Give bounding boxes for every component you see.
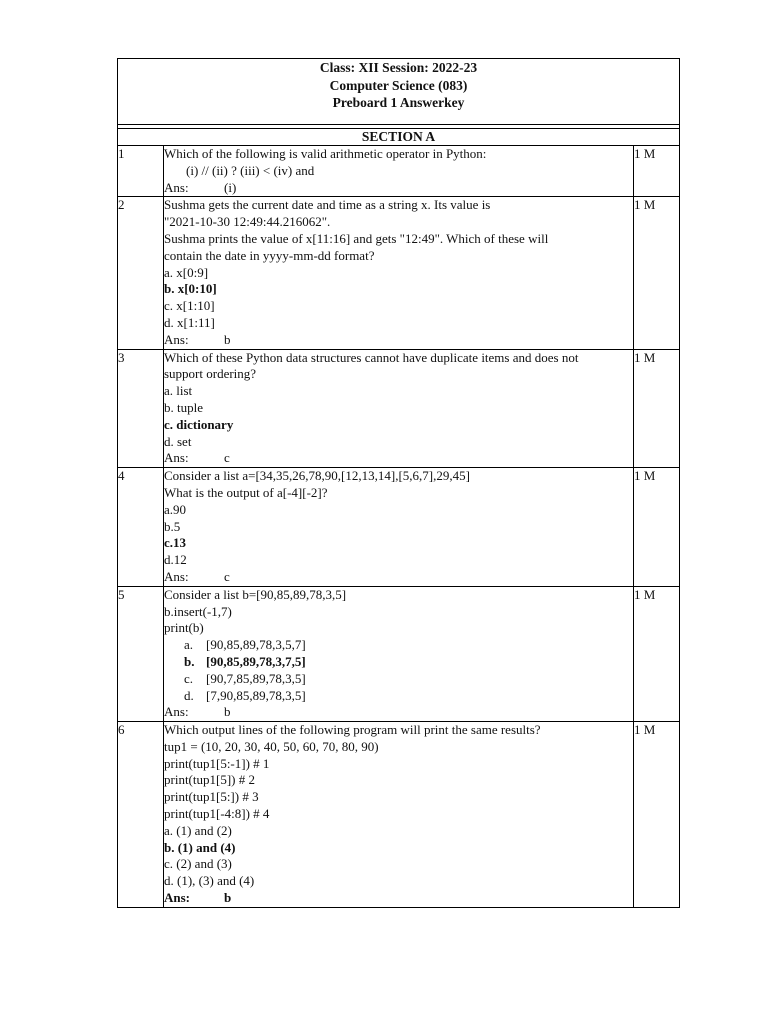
question-row — [118, 197, 680, 349]
answer-line — [164, 332, 633, 349]
question-line: b.insert(-1,7) — [164, 603, 232, 619]
question-line: (i) // (ii) ? (iii) < (iv) and — [186, 162, 315, 178]
question-line: a. (1) and (2) — [164, 822, 232, 838]
question-line: Sushma prints the value of x[11:16] and gets "12:49". Which of these will — [164, 230, 549, 246]
option-line — [164, 654, 633, 671]
question-line: print(tup1[5:-1]) # 1 — [164, 755, 270, 771]
question-line: print(tup1[-4:8]) # 4 — [164, 806, 270, 822]
question-line: d. x[1:11] — [164, 314, 215, 330]
question-line: Consider a list a=[34,35,26,78,90,[12,13,14],[5,6,7],29,45] — [164, 468, 470, 484]
question-line: b. (1) and (4) — [164, 839, 236, 855]
answer-value: c — [224, 450, 230, 466]
question-line: a.90 — [164, 501, 187, 517]
option-key: c. — [184, 670, 194, 686]
question-cell — [164, 146, 634, 197]
answer-label: Ans: — [164, 890, 191, 906]
question-line: print(tup1[5]) # 2 — [164, 772, 255, 788]
question-line: Consider a list b=[90,85,89,78,3,5] — [164, 586, 347, 602]
option-line — [164, 637, 633, 654]
question-line: d. (1), (3) and (4) — [164, 873, 255, 889]
question-line: c.13 — [164, 535, 187, 551]
question-number: 3 — [118, 349, 164, 468]
answer-value: b — [224, 890, 232, 906]
question-row — [118, 586, 680, 721]
question-row — [118, 468, 680, 587]
question-cell — [164, 722, 634, 908]
answer-value: b — [224, 704, 231, 720]
question-cell — [164, 468, 634, 587]
option-key: a. — [184, 637, 194, 653]
question-line: a. x[0:9] — [164, 264, 209, 280]
question-line: b. x[0:10] — [164, 281, 217, 297]
question-line: print(tup1[5:]) # 3 — [164, 789, 259, 805]
class-session-line: Class: XII Session: 2022-23 — [319, 60, 478, 75]
answer-value: b — [224, 331, 231, 347]
option-text: [90,7,85,89,78,3,5] — [206, 670, 306, 686]
question-line: support ordering? — [164, 366, 257, 382]
question-rows — [118, 146, 680, 908]
question-line: c. dictionary — [164, 416, 234, 432]
answer-key-table — [117, 58, 680, 908]
question-cell — [164, 197, 634, 349]
option-line — [164, 671, 633, 688]
question-line: a. list — [164, 383, 193, 399]
question-line: d. set — [164, 433, 192, 449]
question-number: 2 — [118, 197, 164, 349]
marks-cell: 1 M — [634, 197, 680, 349]
question-line: contain the date in yyyy-mm-dd format? — [164, 247, 375, 263]
question-row — [118, 146, 680, 197]
question-line: Sushma gets the current date and time as a string x. Its value is — [164, 197, 491, 213]
question-line: b.5 — [164, 518, 181, 534]
question-line: b. tuple — [164, 399, 203, 415]
question-number: 6 — [118, 722, 164, 908]
option-text: [90,85,89,78,3,5,7] — [206, 637, 306, 653]
marks-cell: 1 M — [634, 586, 680, 721]
option-text: [90,85,89,78,3,7,5] — [206, 653, 306, 669]
option-line — [164, 688, 633, 705]
subject-line: Computer Science (083) — [329, 77, 468, 93]
question-number: 1 — [118, 146, 164, 197]
question-line: tup1 = (10, 20, 30, 40, 50, 60, 70, 80, 90) — [164, 738, 379, 754]
answer-line — [164, 704, 633, 721]
question-line: c. (2) and (3) — [164, 856, 232, 872]
answer-line — [164, 180, 633, 197]
question-line: c. x[1:10] — [164, 298, 215, 314]
answer-label: Ans: — [164, 704, 189, 720]
marks-cell: 1 M — [634, 468, 680, 587]
question-cell — [164, 586, 634, 721]
question-line: Which of the following is valid arithmetic operator in Python: — [164, 146, 487, 161]
question-line: What is the output of a[-4][-2]? — [164, 484, 328, 500]
question-number: 5 — [118, 586, 164, 721]
answer-line — [164, 569, 633, 586]
option-key: d. — [184, 687, 194, 703]
answer-line — [164, 890, 633, 907]
answer-label: Ans: — [164, 179, 189, 195]
answer-label: Ans: — [164, 568, 189, 584]
question-row — [118, 349, 680, 468]
question-line: Which of these Python data structures cannot have duplicate items and does not — [164, 349, 579, 365]
answer-key-sheet — [117, 58, 679, 908]
answer-line — [164, 450, 633, 467]
question-line: Which output lines of the following program will print the same results? — [164, 722, 541, 738]
answer-label: Ans: — [164, 450, 189, 466]
section-title: SECTION A — [118, 129, 680, 146]
option-text: [7,90,85,89,78,3,5] — [206, 687, 306, 703]
option-key: b. — [184, 653, 195, 669]
question-number: 4 — [118, 468, 164, 587]
question-row — [118, 722, 680, 908]
document-title: Preboard 1 Answerkey — [332, 95, 465, 110]
question-line: "2021-10-30 12:49:44.216062". — [164, 214, 331, 230]
marks-cell: 1 M — [634, 722, 680, 908]
marks-cell: 1 M — [634, 146, 680, 197]
answer-value: c — [224, 568, 230, 584]
marks-cell: 1 M — [634, 349, 680, 468]
document-header — [118, 59, 680, 125]
answer-value: (i) — [224, 179, 237, 195]
question-line: d.12 — [164, 552, 187, 568]
answer-label: Ans: — [164, 331, 189, 347]
question-line: print(b) — [164, 620, 204, 636]
question-cell — [164, 349, 634, 468]
